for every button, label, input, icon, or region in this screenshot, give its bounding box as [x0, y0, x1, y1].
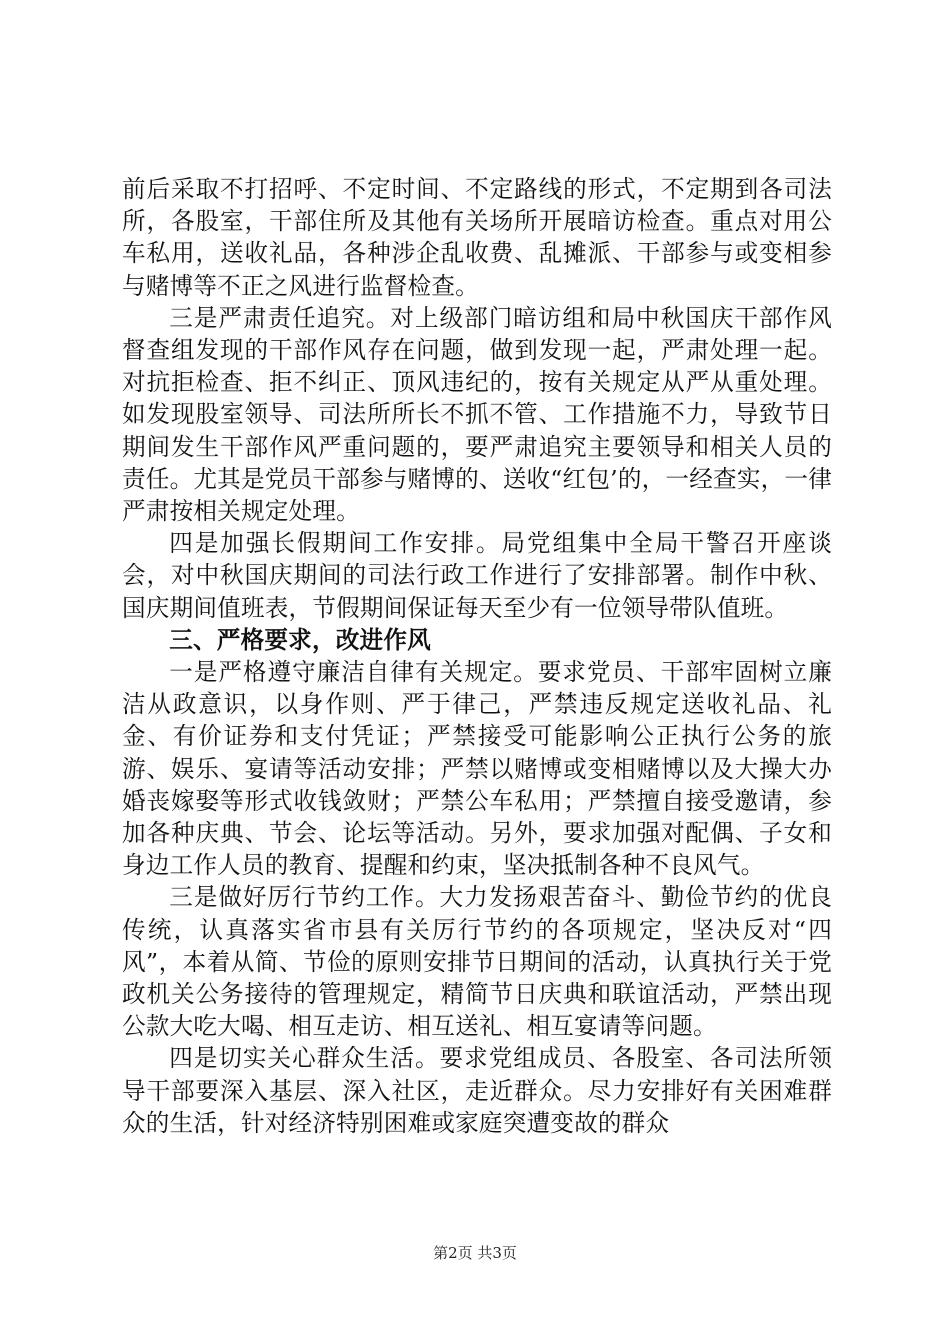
- paragraph-accountability: 三是严肃责任追究。对上级部门暗访组和局中秋国庆干部作风督查组发现的干部作风存在问题，做到发现一起，严肃处理一起。对抗拒检查、拒不纠正、顶风违纪的，按有关规定从严从重处理。如发现股室领导、司法所所长不抓不管、工作措施不力，导致节日期间发生干部作风严重问题的，要严肃追究主要领导和相关人员的责任。尤其是党员干部参与赌博的、送收“红包’的，一经查实，一律严肃按相关规定处理。: [122, 303, 832, 526]
- paragraph-continuation: 前后采取不打招呼、不定时间、不定路线的形式，不定期到各司法所，各股室，干部住所及其他有关场所开展暗访检查。重点对用公车私用，送收礼品，各种涉企乱收费、乱摊派、干部参与或变相参与赌博等不正之风进行监督检查。: [122, 175, 832, 300]
- document-body: [122, 173, 832, 1139]
- section-heading: 三、严格要求，改进作风: [169, 625, 431, 654]
- paragraph-integrity-rules: 一是严格遵守廉洁自律有关规定。要求党员、干部牢固树立廉洁从政意识，以身作则、严于律己，严禁违反规定送收礼品、礼金、有价证券和支付凭证；严禁接受可能影响公正执行公务的旅游、娱乐、宴请等活动安排；严禁以赌博或变相赌博以及大操大办婚丧嫁娶等形式收钱敛财；严禁公车私用；严禁擅自接受邀请，参加各种庆典、节会、论坛等活动。另外，要求加强对配偶、子女和身边工作人员的教育、提醒和约束，坚决抵制各种不良风气。: [122, 658, 832, 880]
- paragraph-holiday-arrangement: 四是加强长假期间工作安排。局党组集中全局干警召开座谈会，对中秋国庆期间的司法行政工作进行了安排部署。制作中秋、国庆期间值班表，节假期间保证每天至少有一位领导带队值班。: [122, 529, 832, 622]
- paragraph-frugality: 三是做好厉行节约工作。大力发扬艰苦奋斗、勤俭节约的优良传统，认真落实省市县有关厉行节约的各项规定，坚决反对“四风”，本着从简、节俭的原则安排节日期间的活动，认真执行关于党政机关公务接待的管理规定，精简节日庆典和联谊活动，严禁出现公款大吃大喝、相互走访、相互送礼、相互宴请等问题。: [122, 883, 832, 1041]
- page-footer: 第2页 共3页: [433, 1244, 517, 1262]
- paragraph-public-care: 四是切实关心群众生活。要求党组成员、各股室、各司法所领导干部要深入基层、深入社区，走近群众。尽力安排好有关困难群众的生活，针对经济特别困难或家庭突遭变故的群众: [122, 1044, 832, 1137]
